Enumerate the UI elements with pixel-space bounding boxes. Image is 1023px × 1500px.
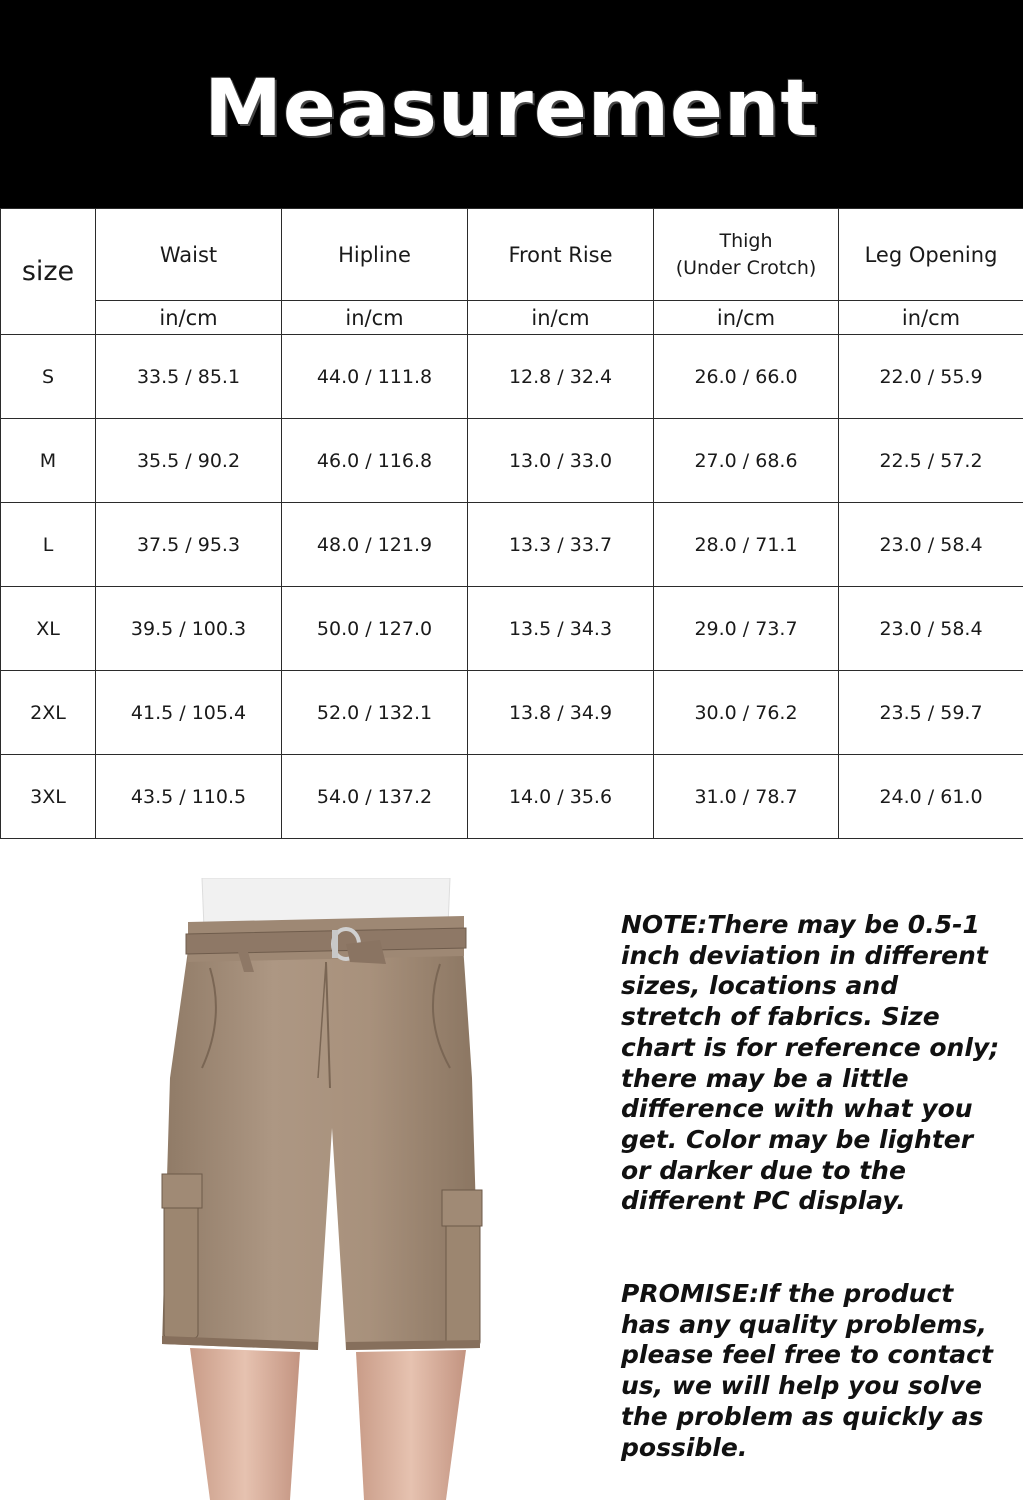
value-cell: 13.8 / 34.9 bbox=[468, 671, 654, 755]
value-cell: 26.0 / 66.0 bbox=[654, 335, 839, 419]
value-cell: 33.5 / 85.1 bbox=[96, 335, 282, 419]
size-column-header: size bbox=[1, 209, 96, 335]
value-cell: 22.5 / 57.2 bbox=[839, 419, 1023, 503]
column-header-leg-opening: Leg Opening bbox=[839, 209, 1023, 301]
value-cell: 48.0 / 121.9 bbox=[282, 503, 468, 587]
value-cell: 12.8 / 32.4 bbox=[468, 335, 654, 419]
unit-row bbox=[1, 301, 1023, 335]
size-cell: S bbox=[1, 335, 96, 419]
thigh-label: Thigh bbox=[719, 229, 773, 252]
value-cell: 23.0 / 58.4 bbox=[839, 587, 1023, 671]
value-cell: 41.5 / 105.4 bbox=[96, 671, 282, 755]
size-cell: M bbox=[1, 419, 96, 503]
value-cell: 29.0 / 73.7 bbox=[654, 587, 839, 671]
note-text: NOTE:There may be 0.5-1 inch deviation in different sizes, locations and stretch of fabrics. Size chart is for reference only; there may be a little difference with what you get. Color may be lighter or darker due to the different PC display. bbox=[621, 910, 1000, 1216]
value-cell: 43.5 / 110.5 bbox=[96, 755, 282, 839]
header-band bbox=[0, 0, 1023, 208]
page-title: Measurement bbox=[204, 64, 819, 154]
column-header-waist: Waist bbox=[96, 209, 282, 301]
size-cell: 3XL bbox=[1, 755, 96, 839]
value-cell: 30.0 / 76.2 bbox=[654, 671, 839, 755]
value-cell: 13.5 / 34.3 bbox=[468, 587, 654, 671]
value-cell: 46.0 / 116.8 bbox=[282, 419, 468, 503]
size-chart-table bbox=[0, 208, 1023, 839]
value-cell: 14.0 / 35.6 bbox=[468, 755, 654, 839]
value-cell: 22.0 / 55.9 bbox=[839, 335, 1023, 419]
cargo-shorts-photo bbox=[150, 878, 500, 1500]
value-cell: 50.0 / 127.0 bbox=[282, 587, 468, 671]
table-row bbox=[1, 671, 1023, 755]
value-cell: 52.0 / 132.1 bbox=[282, 671, 468, 755]
size-cell: XL bbox=[1, 587, 96, 671]
unit-cell: in/cm bbox=[839, 301, 1023, 335]
table-header-row bbox=[1, 209, 1023, 301]
table-row bbox=[1, 755, 1023, 839]
thigh-sublabel: (Under Crotch) bbox=[675, 256, 817, 279]
value-cell: 44.0 / 111.8 bbox=[282, 335, 468, 419]
value-cell: 13.3 / 33.7 bbox=[468, 503, 654, 587]
promise-text: PROMISE:If the product has any quality problems, please feel free to contact us, we will help you solve the problem as quickly as possible. bbox=[621, 1279, 993, 1462]
value-cell: 27.0 / 68.6 bbox=[654, 419, 839, 503]
table-row bbox=[1, 335, 1023, 419]
value-cell: 28.0 / 71.1 bbox=[654, 503, 839, 587]
value-cell: 23.5 / 59.7 bbox=[839, 671, 1023, 755]
column-header-hipline: Hipline bbox=[282, 209, 468, 301]
table-row bbox=[1, 419, 1023, 503]
column-header-thigh bbox=[654, 209, 839, 301]
unit-cell: in/cm bbox=[468, 301, 654, 335]
size-cell: 2XL bbox=[1, 671, 96, 755]
value-cell: 37.5 / 95.3 bbox=[96, 503, 282, 587]
value-cell: 23.0 / 58.4 bbox=[839, 503, 1023, 587]
value-cell: 39.5 / 100.3 bbox=[96, 587, 282, 671]
value-cell: 54.0 / 137.2 bbox=[282, 755, 468, 839]
value-cell: 31.0 / 78.7 bbox=[654, 755, 839, 839]
column-header-front-rise: Front Rise bbox=[468, 209, 654, 301]
unit-cell: in/cm bbox=[96, 301, 282, 335]
value-cell: 13.0 / 33.0 bbox=[468, 419, 654, 503]
value-cell: 35.5 / 90.2 bbox=[96, 419, 282, 503]
size-cell: L bbox=[1, 503, 96, 587]
unit-cell: in/cm bbox=[282, 301, 468, 335]
table-row bbox=[1, 503, 1023, 587]
value-cell: 24.0 / 61.0 bbox=[839, 755, 1023, 839]
unit-cell: in/cm bbox=[654, 301, 839, 335]
table-row bbox=[1, 587, 1023, 671]
